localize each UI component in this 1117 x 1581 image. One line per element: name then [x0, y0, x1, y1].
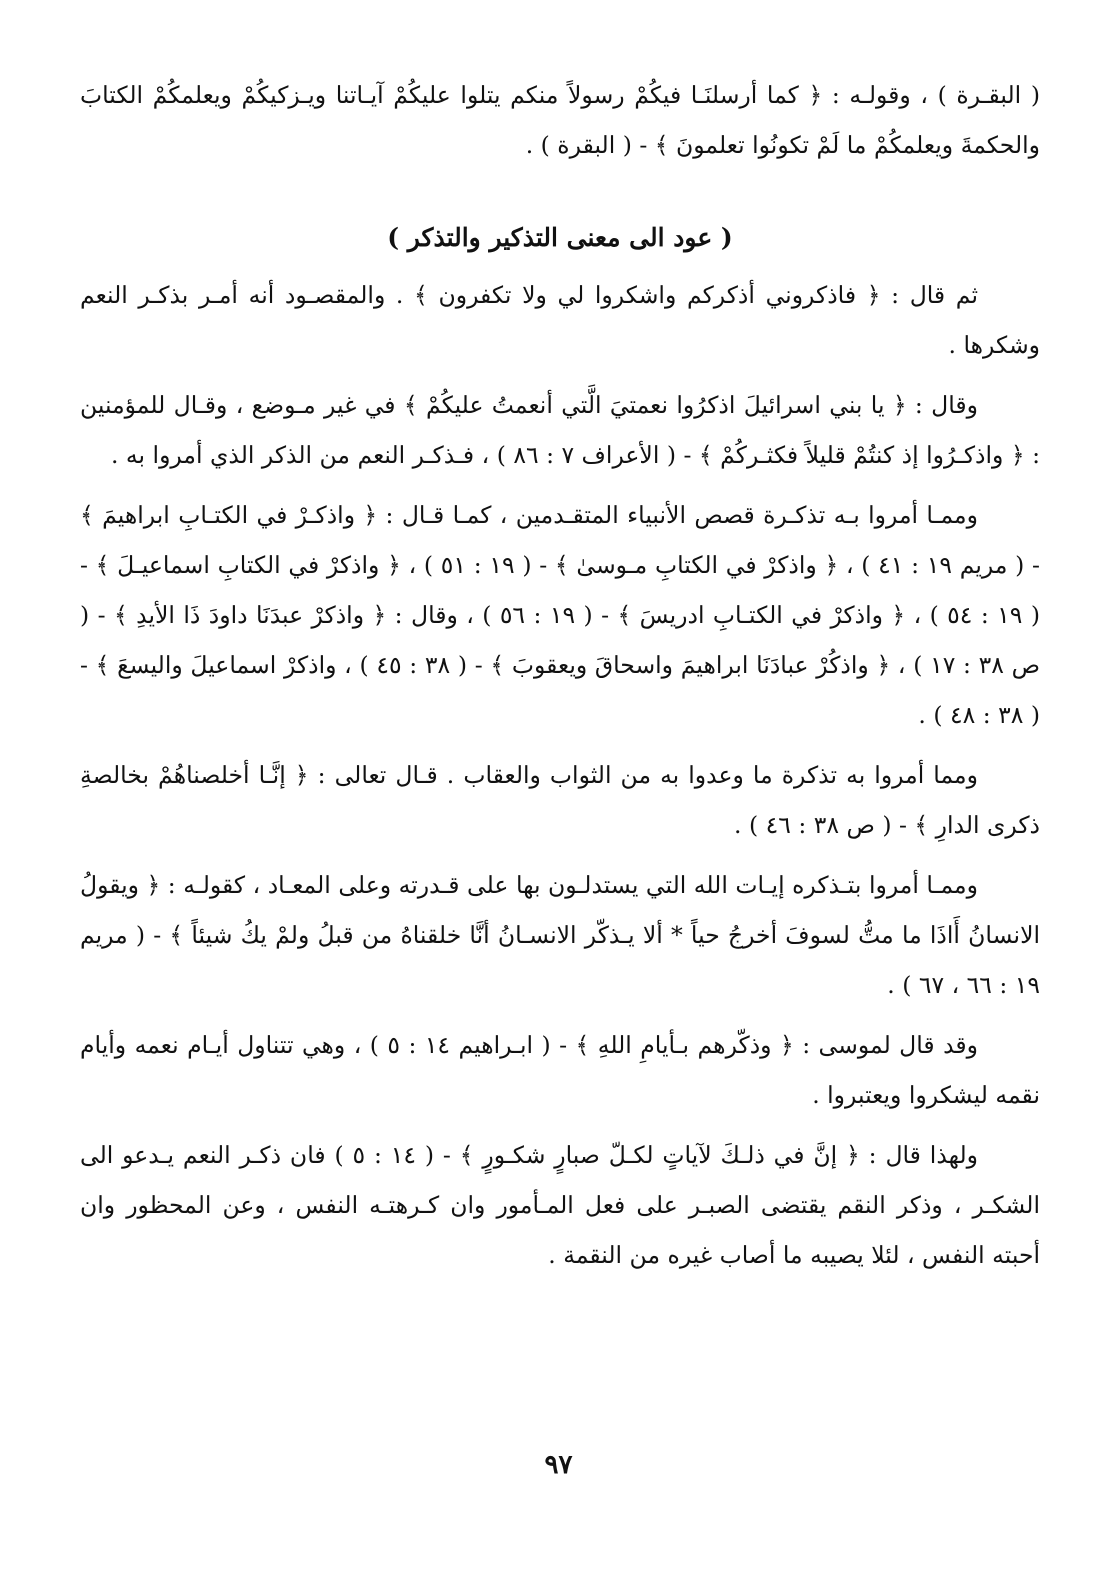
paragraph-6: وقد قال لموسى : ﴿ وذكّرهم بـأيامِ اللهِ ﴾ - ( ابـراهيم ١٤ : ٥ ) ، وهي تتناول أيـام نعمه وأيام نقمه ليشكروا ويعتبروا . — [80, 1031, 1040, 1109]
paragraph-1: ثم قال : ﴿ فاذكروني أذكركم واشكروا لي ولا تكفرون ﴾ . والمقصـود أنه أمـر بذكـر النعم وشكرها . — [80, 281, 1040, 359]
paragraph-7: ولهذا قال : ﴿ إنَّ في ذلـكَ لآياتٍ لكـلّ صبارٍ شكـورٍ ﴾ - ( ١٤ : ٥ ) فان ذكـر النعم يـدعو الى الشكـر ، وذكر النقم يقتضى الصبـر على فعل المـأمور وان كـرهتـه النفس ، وعن المحظور وان أحبته النفس ، لئلا يصيبه ما أصاب غيره من النقمة . — [80, 1141, 1040, 1269]
paragraph-intro: ( البقـرة ) ، وقولـه : ﴿ كما أرسلنَـا فيكُمْ رسولاً منكم يتلوا عليكُمْ آيـاتنا ويـزكيكُمْ ويعلمكُمْ الكتابَ والحكمةَ ويعلمكُمْ ما لَمْ تكونُوا تعلمونَ ﴾ - ( البقرة ) . — [80, 81, 1040, 159]
paragraph-3: وممـا أمروا بـه تذكـرة قصص الأنبياء المتقـدمين ، كمـا قـال : ﴿ واذكـرْ في الكتـابِ ابراهيمَ ﴾ - ( مريم ١٩ : ٤١ ) ، ﴿ واذكرْ في الكتابِ مـوسىٰ ﴾ - ( ١٩ : ٥١ ) ، ﴿ واذكرْ في الكتابِ اسماعيـلَ ﴾ - ( ١٩ : ٥٤ ) ، ﴿ واذكرْ في الكتـابِ ادريسَ ﴾ - ( ١٩ : ٥٦ ) ، وقال : ﴿ واذكرْ عبدَنَا داودَ ذَا الأيدِ ﴾ - ( ص ٣٨ : ١٧ ) ، ﴿ واذكُرْ عبادَنَا ابراهيمَ واسحاقَ ويعقوبَ ﴾ - ( ٣٨ : ٤٥ ) ، واذكرْ اسماعيلَ واليسعَ ﴾ - ( ٣٨ : ٤٨ ) . — [80, 501, 1041, 729]
page-body — [80, 70, 1040, 1290]
paragraph-4: ومما أمروا به تذكرة ما وعدوا به من الثواب والعقاب . قـال تعالى : ﴿ إنَّـا أخلصناهُمْ بخالصةِ ذكرى الدارِ ﴾ - ( ص ٣٨ : ٤٦ ) . — [80, 761, 1040, 839]
page-number: ٩٧ — [544, 1450, 573, 1480]
paragraph-5: وممـا أمروا بتـذكره إيـات الله التي يستدلـون بها على قـدرته وعلى المعـاد ، كقولـه : ﴿ ويقولُ الانسانُ أَاذَا ما متُّ لسوفَ أخرجُ حياً * ألا يـذكّر الانسـانُ أنَّا خلقناهُ من قبلُ ولمْ يكُ شيئاً ﴾ - ( مريم ١٩ : ٦٦ ، ٦٧ ) . — [80, 871, 1040, 999]
section-heading: ( عود الى معنى التذكير والتذكر ) — [387, 223, 733, 252]
paragraph-2: وقال : ﴿ يا بني اسرائيلَ اذكرُوا نعمتيَ الَّتي أنعمتُ عليكُمْ ﴾ في غير مـوضع ، وقـال للمؤمنين : ﴿ واذكـرُوا إذ كنتُمْ قليلاً فكثـركُمْ ﴾ - ( الأعراف ٧ : ٨٦ ) ، فـذكـر النعم من الذكر الذي أمروا به . — [80, 391, 1040, 469]
